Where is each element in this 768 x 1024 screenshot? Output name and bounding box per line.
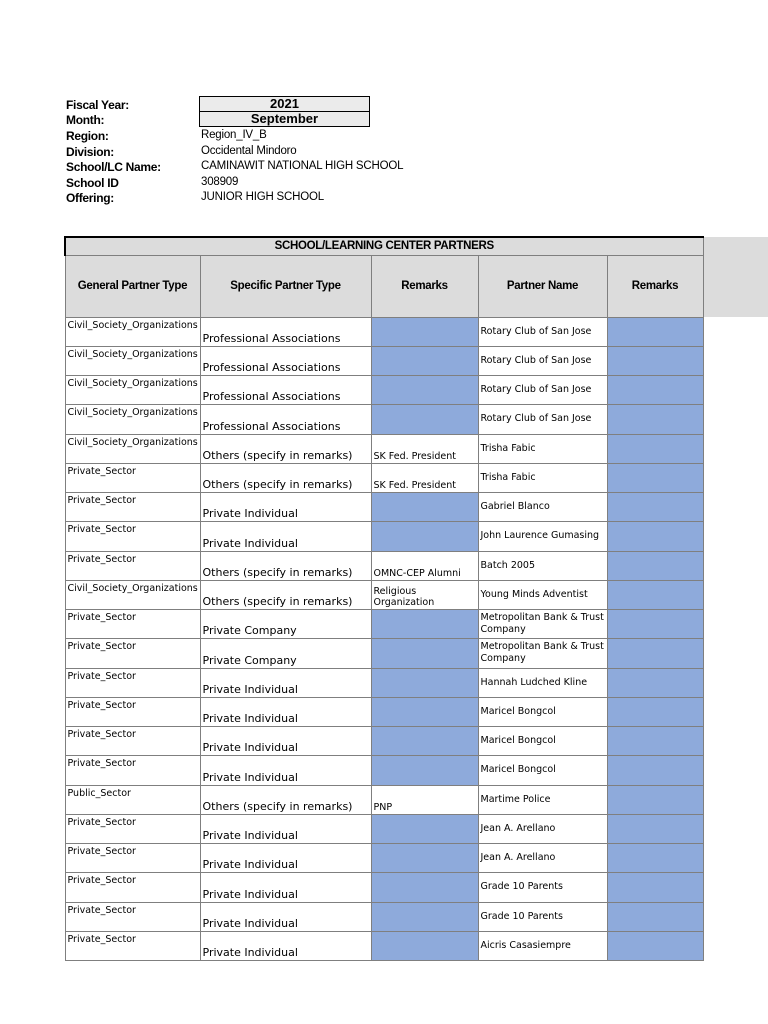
table-row	[65, 405, 703, 434]
specific-partner-type-cell[interactable]: Private Individual	[200, 931, 371, 960]
table-row	[65, 756, 703, 785]
division-label: Division:	[66, 145, 114, 159]
general-partner-type-cell[interactable]: Civil_Society_Organizations	[65, 580, 200, 609]
remarks-cell[interactable]	[371, 610, 478, 639]
partner-name-cell[interactable]: Grade 10 Parents	[478, 873, 607, 902]
remarks-2-cell[interactable]	[607, 697, 703, 726]
remarks-2-cell[interactable]	[607, 346, 703, 375]
partners-table	[64, 236, 704, 961]
partner-name-cell[interactable]: John Laurence Gumasing	[478, 522, 607, 551]
general-partner-type-cell[interactable]: Public_Sector	[65, 785, 200, 814]
remarks-2-cell[interactable]	[607, 551, 703, 580]
general-partner-type-cell[interactable]: Private_Sector	[65, 727, 200, 756]
remarks-2-cell[interactable]	[607, 493, 703, 522]
remarks-2-cell[interactable]	[607, 434, 703, 463]
specific-partner-type-cell[interactable]: Professional Associations	[200, 317, 371, 346]
partner-name-cell[interactable]: Metropolitan Bank & Trust Company	[478, 610, 607, 639]
general-partner-type-cell[interactable]: Private_Sector	[65, 844, 200, 873]
general-partner-type-cell[interactable]: Civil_Society_Organizations	[65, 434, 200, 463]
specific-partner-type-cell[interactable]: Private Individual	[200, 522, 371, 551]
partner-name-cell[interactable]: Maricel Bongcol	[478, 756, 607, 785]
table-row	[65, 697, 703, 726]
partner-name-cell[interactable]: Hannah Ludched Kline	[478, 668, 607, 697]
partner-name-cell[interactable]: Jean A. Arellano	[478, 844, 607, 873]
table-row	[65, 610, 703, 639]
month-label: Month:	[66, 113, 105, 127]
general-partner-type-cell[interactable]: Private_Sector	[65, 814, 200, 843]
partner-name-cell[interactable]: Maricel Bongcol	[478, 727, 607, 756]
table-title: SCHOOL/LEARNING CENTER PARTNERS	[65, 237, 703, 255]
partner-name-cell[interactable]: Young Minds Adventist	[478, 580, 607, 609]
table-row	[65, 463, 703, 492]
remarks-2-cell[interactable]	[607, 580, 703, 609]
partner-name-cell[interactable]: Aicris Casasiempre	[478, 931, 607, 960]
remarks-cell[interactable]	[371, 931, 478, 960]
partner-name-cell[interactable]: Metropolitan Bank & Trust Company	[478, 639, 607, 668]
remarks-2-cell[interactable]	[607, 814, 703, 843]
remarks-cell[interactable]: PNP	[371, 785, 478, 814]
remarks-2-cell[interactable]	[607, 756, 703, 785]
remarks-2-cell[interactable]	[607, 902, 703, 931]
column-header-general-type: General Partner Type	[65, 255, 200, 317]
remarks-2-cell[interactable]	[607, 317, 703, 346]
table-row	[65, 668, 703, 697]
specific-partner-type-cell[interactable]: Others (specify in remarks)	[200, 785, 371, 814]
partner-name-cell[interactable]: Batch 2005	[478, 551, 607, 580]
general-partner-type-cell[interactable]: Private_Sector	[65, 463, 200, 492]
general-partner-type-cell[interactable]: Private_Sector	[65, 902, 200, 931]
general-partner-type-cell[interactable]: Civil_Society_Organizations	[65, 376, 200, 405]
general-partner-type-cell[interactable]: Civil_Society_Organizations	[65, 405, 200, 434]
remarks-2-cell[interactable]	[607, 785, 703, 814]
specific-partner-type-cell[interactable]: Others (specify in remarks)	[200, 551, 371, 580]
partner-name-cell[interactable]: Rotary Club of San Jose	[478, 376, 607, 405]
school-id-value: 308909	[201, 176, 239, 188]
table-row	[65, 639, 703, 668]
table-row	[65, 873, 703, 902]
remarks-cell[interactable]: SK Fed. President	[371, 434, 478, 463]
general-partner-type-cell[interactable]: Private_Sector	[65, 551, 200, 580]
specific-partner-type-cell[interactable]: Private Individual	[200, 493, 371, 522]
partner-name-cell[interactable]: Rotary Club of San Jose	[478, 317, 607, 346]
school-name-value: CAMINAWIT NATIONAL HIGH SCHOOL	[201, 160, 404, 172]
partner-name-cell[interactable]: Grade 10 Parents	[478, 902, 607, 931]
partner-name-cell[interactable]: Gabriel Blanco	[478, 493, 607, 522]
remarks-cell[interactable]	[371, 493, 478, 522]
remarks-cell[interactable]	[371, 668, 478, 697]
remarks-cell[interactable]	[371, 756, 478, 785]
partner-name-cell[interactable]: Maricel Bongcol	[478, 697, 607, 726]
remarks-cell[interactable]: OMNC-CEP Alumni	[371, 551, 478, 580]
partner-name-cell[interactable]: Jean A. Arellano	[478, 814, 607, 843]
specific-partner-type-cell[interactable]: Private Individual	[200, 697, 371, 726]
offering-label: Offering:	[66, 191, 114, 205]
partner-name-cell[interactable]: Trisha Fabic	[478, 434, 607, 463]
remarks-cell[interactable]: SK Fed. President	[371, 463, 478, 492]
remarks-cell[interactable]	[371, 376, 478, 405]
column-header-partner-name: Partner Name	[478, 255, 607, 317]
remarks-cell[interactable]	[371, 639, 478, 668]
remarks-cell[interactable]	[371, 873, 478, 902]
specific-partner-type-cell[interactable]: Private Individual	[200, 814, 371, 843]
table-row	[65, 931, 703, 960]
table-row	[65, 376, 703, 405]
partner-name-cell[interactable]: Trisha Fabic	[478, 463, 607, 492]
fiscal-year-label: Fiscal Year:	[66, 98, 129, 112]
remarks-cell[interactable]	[371, 405, 478, 434]
specific-partner-type-cell[interactable]: Private Individual	[200, 727, 371, 756]
table-row	[65, 522, 703, 551]
table-row	[65, 434, 703, 463]
specific-partner-type-cell[interactable]: Private Individual	[200, 844, 371, 873]
specific-partner-type-cell[interactable]: Private Company	[200, 639, 371, 668]
specific-partner-type-cell[interactable]: Professional Associations	[200, 405, 371, 434]
month-value[interactable]: September	[199, 111, 370, 127]
table-row	[65, 346, 703, 375]
general-partner-type-cell[interactable]: Private_Sector	[65, 873, 200, 902]
school-name-label: School/LC Name:	[66, 160, 161, 174]
remarks-2-cell[interactable]	[607, 522, 703, 551]
table-row	[65, 493, 703, 522]
region-value: Region_IV_B	[201, 129, 267, 141]
offering-value: JUNIOR HIGH SCHOOL	[201, 191, 324, 203]
remarks-2-cell[interactable]	[607, 639, 703, 668]
general-partner-type-cell[interactable]: Private_Sector	[65, 668, 200, 697]
remarks-cell[interactable]	[371, 317, 478, 346]
remarks-cell[interactable]	[371, 697, 478, 726]
remarks-2-cell[interactable]	[607, 668, 703, 697]
general-partner-type-cell[interactable]: Private_Sector	[65, 931, 200, 960]
region-label: Region:	[66, 129, 109, 143]
school-id-label: School ID	[66, 176, 119, 190]
partner-name-cell[interactable]: Rotary Club of San Jose	[478, 346, 607, 375]
partner-name-cell[interactable]: Martime Police	[478, 785, 607, 814]
remarks-cell[interactable]	[371, 814, 478, 843]
general-partner-type-cell[interactable]: Private_Sector	[65, 639, 200, 668]
remarks-2-cell[interactable]	[607, 844, 703, 873]
specific-partner-type-cell[interactable]: Others (specify in remarks)	[200, 580, 371, 609]
table-row	[65, 814, 703, 843]
remarks-2-cell[interactable]	[607, 931, 703, 960]
general-partner-type-cell[interactable]: Private_Sector	[65, 756, 200, 785]
table-row	[65, 844, 703, 873]
table-row	[65, 551, 703, 580]
remarks-cell[interactable]	[371, 522, 478, 551]
table-row	[65, 727, 703, 756]
general-partner-type-cell[interactable]: Private_Sector	[65, 697, 200, 726]
specific-partner-type-cell[interactable]: Others (specify in remarks)	[200, 434, 371, 463]
specific-partner-type-cell[interactable]: Private Individual	[200, 668, 371, 697]
table-row	[65, 785, 703, 814]
table-row	[65, 902, 703, 931]
general-partner-type-cell[interactable]: Private_Sector	[65, 610, 200, 639]
remarks-cell[interactable]	[371, 902, 478, 931]
remarks-2-cell[interactable]	[607, 405, 703, 434]
specific-partner-type-cell[interactable]: Others (specify in remarks)	[200, 463, 371, 492]
specific-partner-type-cell[interactable]: Private Individual	[200, 873, 371, 902]
specific-partner-type-cell[interactable]: Private Individual	[200, 902, 371, 931]
remarks-cell[interactable]	[371, 844, 478, 873]
fiscal-year-value[interactable]: 2021	[199, 96, 370, 112]
remarks-2-cell[interactable]	[607, 610, 703, 639]
general-partner-type-cell[interactable]: Civil_Society_Organizations	[65, 317, 200, 346]
specific-partner-type-cell[interactable]: Private Individual	[200, 756, 371, 785]
general-partner-type-cell[interactable]: Civil_Society_Organizations	[65, 346, 200, 375]
partner-name-cell[interactable]: Rotary Club of San Jose	[478, 405, 607, 434]
division-value: Occidental Mindoro	[201, 145, 297, 157]
remarks-2-cell[interactable]	[607, 463, 703, 492]
remarks-2-cell[interactable]	[607, 727, 703, 756]
column-header-remarks-2: Remarks	[607, 255, 703, 317]
specific-partner-type-cell[interactable]: Private Company	[200, 610, 371, 639]
remarks-2-cell[interactable]	[607, 376, 703, 405]
table-row	[65, 580, 703, 609]
column-header-specific-type: Specific Partner Type	[200, 255, 371, 317]
remarks-2-cell[interactable]	[607, 873, 703, 902]
general-partner-type-cell[interactable]: Private_Sector	[65, 493, 200, 522]
remarks-cell[interactable]: Religious Organization	[371, 580, 478, 609]
column-header-remarks: Remarks	[371, 255, 478, 317]
specific-partner-type-cell[interactable]: Professional Associations	[200, 346, 371, 375]
specific-partner-type-cell[interactable]: Professional Associations	[200, 376, 371, 405]
table-row	[65, 317, 703, 346]
remarks-cell[interactable]	[371, 727, 478, 756]
general-partner-type-cell[interactable]: Private_Sector	[65, 522, 200, 551]
remarks-cell[interactable]	[371, 346, 478, 375]
